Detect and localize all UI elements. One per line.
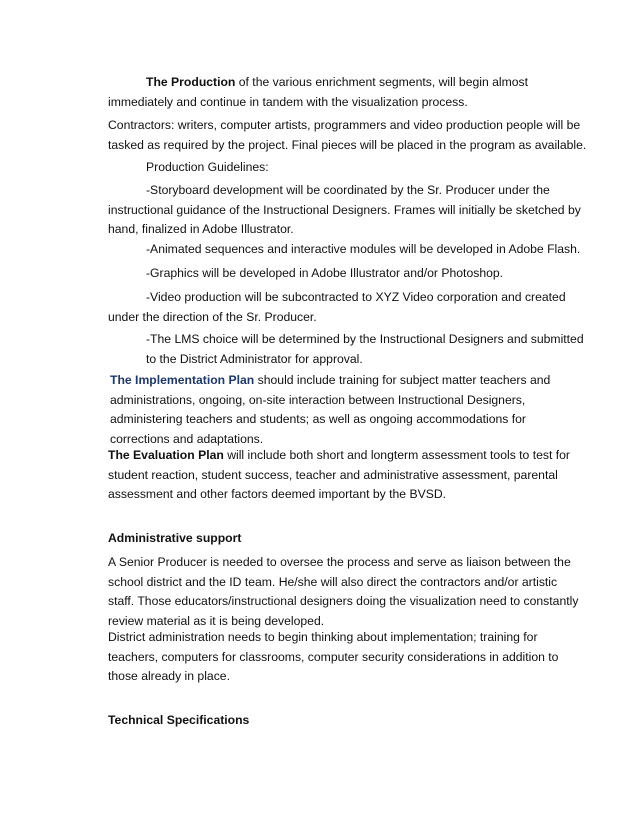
evaluation-line-1 <box>108 446 570 466</box>
tech-specs-heading-block <box>108 711 563 731</box>
implementation-line-1 <box>110 371 565 391</box>
storyboard-line-2: instructional guidance of the Instructional Designers. Frames will initially be sketched by <box>108 202 581 217</box>
evaluation-line-2: student reaction, student success, teacher and administrative assessment, parental <box>108 467 558 482</box>
admin-support-paragraph-1 <box>108 553 579 631</box>
admin-support-p2-line-1: District administration needs to begin thinking about implementation; training for <box>108 630 538 644</box>
contractors-line-2: tasked as required by the project. Final pieces will be placed in the program as available. <box>108 137 587 152</box>
guidelines-heading: Production Guidelines: <box>146 160 269 174</box>
evaluation-lead: The Evaluation Plan <box>108 448 224 462</box>
admin-support-heading-block <box>108 529 563 549</box>
implementation-paragraph <box>110 371 565 449</box>
production-lead: The Production <box>146 75 236 89</box>
contractors-paragraph <box>108 116 587 155</box>
evaluation-line-1-text: will include both short and longterm assessment tools to test for <box>223 448 570 462</box>
production-paragraph <box>108 73 563 112</box>
implementation-lead: The Implementation Plan <box>110 373 255 387</box>
contractors-line-1: Contractors: writers, computer artists, programmers and video production people will be <box>108 118 581 132</box>
production-line-2: immediately and continue in tandem with the visualization process. <box>108 94 468 109</box>
admin-support-line-3: staff. Those educators/instructional designers doing the visualization need to constantly <box>108 594 579 608</box>
admin-support-p2-line-3: those already in place. <box>108 669 230 683</box>
evaluation-line-3: assessment and other factors deemed important by the BVSD. <box>108 487 447 501</box>
production-line-1 <box>108 73 563 93</box>
admin-support-line-2: school district and the ID team. He/she will also direct the contractors and/or artistic <box>108 574 558 589</box>
lms-paragraph <box>146 330 584 369</box>
implementation-line-2: administrations, ongoing, on-site interaction between Instructional Designers, <box>110 392 526 407</box>
guidelines-heading-paragraph <box>108 158 563 178</box>
implementation-line-4: corrections and adaptations. <box>110 431 264 446</box>
implementation-line-3: administering teachers and students; as well as ongoing accommodations for <box>110 412 526 426</box>
storyboard-paragraph <box>108 181 581 240</box>
graphics-paragraph <box>108 264 563 284</box>
video-line-2: under the direction of the Sr. Producer. <box>108 309 317 324</box>
storyboard-line-1: -Storyboard development will be coordinated by the Sr. Producer under the <box>146 183 550 197</box>
production-line-1-text: of the various enrichment segments, will begin almost <box>235 75 529 89</box>
admin-support-line-4: review material as it is being developed. <box>108 613 325 628</box>
storyboard-line-3: hand, finalized in Adobe Illustrator. <box>108 222 294 236</box>
graphics-line: -Graphics will be developed in Adobe Illustrator and/or Photoshop. <box>146 266 504 280</box>
admin-support-line-1: A Senior Producer is needed to oversee the process and serve as liaison between the <box>108 555 571 569</box>
animated-paragraph <box>108 240 581 260</box>
video-paragraph <box>108 288 566 327</box>
tech-specs-heading: Technical Specifications <box>108 713 250 727</box>
admin-support-p2-line-2: teachers, computers for classrooms, computer security considerations in addition to <box>108 649 559 664</box>
animated-line: -Animated sequences and interactive modules will be developed in Adobe Flash. <box>146 242 581 256</box>
lms-line-2: to the District Administrator for approval. <box>146 351 363 366</box>
admin-support-paragraph-2 <box>108 628 563 687</box>
evaluation-paragraph <box>108 446 570 505</box>
implementation-line-1-text: should include training for subject matter teachers and <box>254 373 551 387</box>
lms-line-1: -The LMS choice will be determined by the Instructional Designers and submitted <box>146 332 584 346</box>
admin-support-heading: Administrative support <box>108 531 242 545</box>
video-line-1: -Video production will be subcontracted to XYZ Video corporation and created <box>146 290 566 304</box>
